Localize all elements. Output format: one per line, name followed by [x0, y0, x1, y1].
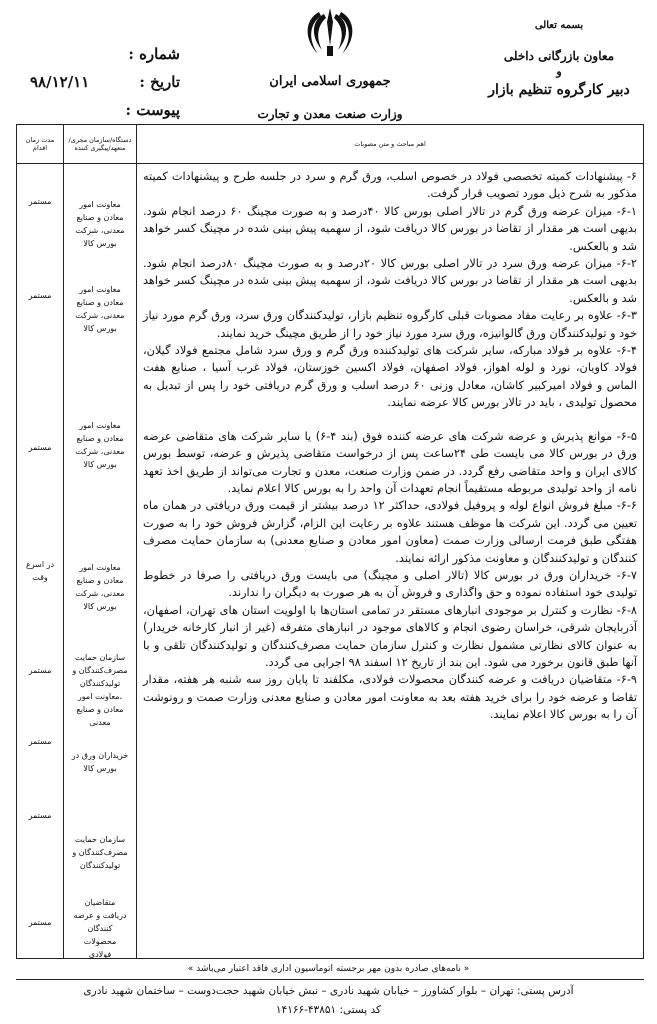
agency-entry — [64, 419, 136, 471]
agency-line: معادن و صنایع — [76, 434, 124, 443]
agency-line: معدنی، شرکت — [75, 226, 125, 235]
postal-address: آدرس پستی: تهران – بلوار کشاورز – خیابان شهید نادری – نبش خیابان شهید حجت‌دوست – ساختمان شهید نادری — [83, 985, 574, 997]
resolution-paragraph: ۶-۱- میزان عرضه ورق گرم در تالار اصلی بورس کالا ۴۰درصد و به صورت مچینگ ۶۰ درصد انجام شود. بدیهی است هر مقدار از تقاضا در بورس کالا دریافت شود، از سهمیه پیش بینی شده در مچینگ کسر خواهد شد و بالعکس. — [143, 204, 637, 253]
date-row — [30, 68, 180, 96]
agency-line: مصرف‌کنندگان و — [72, 848, 128, 857]
time-column — [17, 164, 64, 959]
agency-line: بورس کالا — [83, 239, 117, 248]
time-entry: مستمر — [28, 737, 52, 746]
minutes-table — [16, 124, 644, 959]
header-content: اهم مباحث و متن مصوبات — [137, 125, 644, 164]
number-row — [30, 40, 180, 68]
resolution-paragraph: ۶-۶- مبلغ فروش انواع لوله و پروفیل فولادی، حداکثر ۱۲ درصد بیشتر از قیمت ورق دریافتی در همان ماه تعیین می گردد. این شرکت ها موظف هستند علاوه بر رعایت این الزام، گزارش فروش خود را به صورت هفتگی طبق فرمت ارسالی وزارت صمت (معاون امور معادن و صنایع معدنی) به سازمان حمایت مصرف کنندگان و تولیدکنندگان و معاونت مذکور ارائه نمایند. — [143, 499, 637, 565]
issuer-block — [479, 20, 639, 98]
agency-line: معادن و صنایع — [76, 298, 124, 307]
date-value: ۹۸/۱۲/۱۱ — [30, 73, 90, 91]
resolution-paragraph: ۶-۵- موانع پذیرش و عرضه شرکت های عرضه کننده فوق (بند ۴-۶) یا سایر شرکت های متقاضی عرضه ورق در بورس کالا می بایست طی ۲۴ساعت پس از درخواست متقاضی پذیرش و عرضه، توسط بورس کالای ایران و واحد متقاضی رفع گردد. در ضمن وزارت صنعت، معدن و تجارت می‌تواند از طریق اخذ تعهد نامه از واحد تولیدی مربوطه مستقیماً انجام تعهدات آن واحد را به بورس کالا اعلام نماید. — [143, 429, 637, 495]
agency-entry — [64, 749, 136, 775]
header-time: مدت زمان اقدام — [17, 125, 64, 164]
resolution-paragraph: ۶-۷- خریداران ورق در بورس کالا (تالار اصلی و مچینگ) می بایست ورق دریافتی را صرفا در خطوط تولیدی خود استفاده نموده و حق واگذاری و فروش آن به هر صورت به دیگران را ندارند. — [143, 568, 637, 600]
agency-line: متقاضیان — [84, 898, 116, 907]
postal-code: کد پستی: ۴۳۸۵۱-۱۴۱۶۶ — [275, 1004, 382, 1016]
agency-line: ،معاونت امور — [77, 692, 123, 701]
agency-line: تولیدکنندگان — [79, 861, 121, 870]
agency-line: فولادی — [88, 950, 112, 959]
agency-line: معاونت امور — [79, 421, 121, 430]
agency-line: معدنی، شرکت — [75, 589, 125, 598]
resolution-paragraph: ۶-۲- میزان عرضه ورق سرد در تالار اصلی بورس کالا ۲۰درصد و به صورت مچینگ ۸۰درصد انجام شود. بدیهی است هر مقدار از تقاضا در بورس کالا دریافت شود، از سهمیه پیش بینی شده در مچینگ کسر خواهد شد و بالعکس. — [143, 257, 637, 305]
time-entry: مستمر — [28, 197, 52, 206]
agency-entry — [64, 833, 136, 872]
header-agency: دستگاه/سازمان مجری/متعهد/پیگیری کننده — [64, 125, 137, 164]
resolution-paragraph: ۶-۴- علاوه بر فولاد مبارکه، سایر شرکت های تولیدکننده ورق گرم و ورق سرد شامل مجتمع فولاد گیلان، فولاد کاویان، نورد و لوله اهواز، فولاد اصفهان، فولاد اکسین خوزستان، فولاد غرب آسیا ، صنایع هفت الماس و فولاد امیرکبیر کاشان، معادل وزنی ۶۰ درصد اسلب و ورق گرم دریافتی خود را پس از تبدیل به محصول تولیدی ، باید در تالار بورس کالا عرضه نمایند. — [143, 344, 637, 410]
agency-entry — [64, 651, 136, 729]
resolution-paragraph: ۶-۳- علاوه بر رعایت مفاد مصوبات قبلی کارگروه تنظیم بازار، تولیدکنندگان ورق سرد، ورق گرم مورد نیاز خود و تولیدکنندگان ورق گالوانیزه، ورق سرد مورد نیاز خود را از طریق مچینگ خرید نمایند. — [143, 309, 637, 340]
agency-line: سازمان حمایت — [74, 653, 126, 662]
time-entry: مستمر — [28, 666, 52, 675]
agency-line: محصولات — [83, 937, 117, 946]
agency-line: بورس کالا — [83, 460, 117, 469]
agency-line: معدنی، شرکت — [75, 311, 125, 320]
footer-divider — [16, 979, 644, 980]
agency-line: تولیدکنندگان — [79, 679, 121, 688]
conjunction: و — [556, 65, 562, 78]
country-title: جمهوری اسلامی ایران — [269, 74, 391, 89]
time-entry: مستمر — [28, 811, 52, 820]
agency-line: معاونت امور — [79, 285, 121, 294]
agency-line: بورس کالا — [83, 764, 117, 773]
agency-line: معادن و صنایع — [76, 213, 124, 222]
time-entry: مستمر — [28, 918, 52, 927]
agency-line: معادن و صنایع — [76, 705, 124, 714]
agency-entry — [64, 198, 136, 250]
agency-line: دریافت و عرضه — [73, 911, 127, 920]
letterhead-center — [230, 6, 430, 121]
bismillah: بسمه تعالی — [534, 20, 584, 31]
agency-line: معادن و صنایع — [76, 576, 124, 585]
agency-line: کنندگان — [87, 924, 113, 933]
table-header-row — [17, 125, 644, 164]
time-entry: مستمر — [28, 291, 52, 300]
agency-line: معدنی، شرکت — [75, 447, 125, 456]
agency-entry — [64, 896, 136, 961]
footer-address-block — [0, 982, 657, 1020]
number-label: شماره : — [128, 45, 180, 63]
table-body-row — [17, 164, 644, 959]
agency-line: سازمان حمایت — [74, 835, 126, 844]
attachment-row — [30, 96, 180, 124]
attachment-label: پیوست : — [125, 101, 180, 119]
agency-line: خریداران ورق در — [71, 751, 129, 760]
secretary-title: دبیر کارگروه تنظیم بازار — [488, 82, 630, 98]
deputy-title: معاون بازرگانی داخلی — [503, 49, 615, 63]
time-entry: مستمر — [28, 443, 52, 452]
agency-line: معدنی — [89, 718, 111, 727]
iran-emblem-icon — [302, 6, 358, 58]
resolution-paragraph: ۶-۸- نظارت و کنترل بر موجودی انبارهای مستقر در تمامی استان‌ها با اولویت استان های تهران، اصفهان، آذربایجان شرقی، خراسان رضوی انجام و کالاهای موجود در انبارهای متفرقه (غیر از انبار کارخانه خریدار) به عنوان کالای نظارتی مشمول نظارت و کنترل سازمان حمایت مصرف‌کنندگان و تولیدکنندگان تلقی و با آنها طبق قانون برخورد می شود. این بند از تاریخ ۱۲ اسفند ۹۸ اجرایی می گردد. — [143, 603, 637, 669]
agency-entry — [64, 283, 136, 335]
agency-line: مصرف‌کنندگان و — [72, 666, 128, 675]
letter-meta — [30, 40, 180, 124]
content-column — [137, 164, 644, 959]
ministry-title: وزارت صنعت معدن و تجارت — [257, 107, 403, 121]
time-entry: در اسرع وقت — [25, 560, 55, 582]
agency-entry — [64, 561, 136, 613]
resolution-paragraph: ۶- پیشنهادات کمیته تخصصی فولاد در خصوص اسلب، ورق گرم و سرد در جلسه طرح و پیشنهادات کمیته مذکور به شرح ذیل مورد تصویب قرار گرفت. — [143, 170, 637, 201]
agency-line: بورس کالا — [83, 324, 117, 333]
date-label: تاریخ : — [139, 73, 180, 91]
validity-note: « نامه‌های صادره بدون مهر برجسته اتوماسیون اداری فاقد اعتبار می‌باشد » — [187, 964, 470, 974]
resolution-paragraph: ۶-۹- متقاضیان دریافت و عرضه کنندگان محصولات فولادی، مکلفند تا پایان روز سه شنبه هر هفته، مقدار تقاضا و عرضه خود را برای خرید هفته بعد به معاونت امور معادن و صنایع معدنی وزارت صمت و رونوشت آن را به بورس کالا اعلام نمایند. — [143, 673, 637, 722]
agency-line: بورس کالا — [83, 602, 117, 611]
agency-line: معاونت امور — [79, 200, 121, 209]
agency-line: معاونت امور — [79, 563, 121, 572]
agency-column — [64, 164, 137, 959]
